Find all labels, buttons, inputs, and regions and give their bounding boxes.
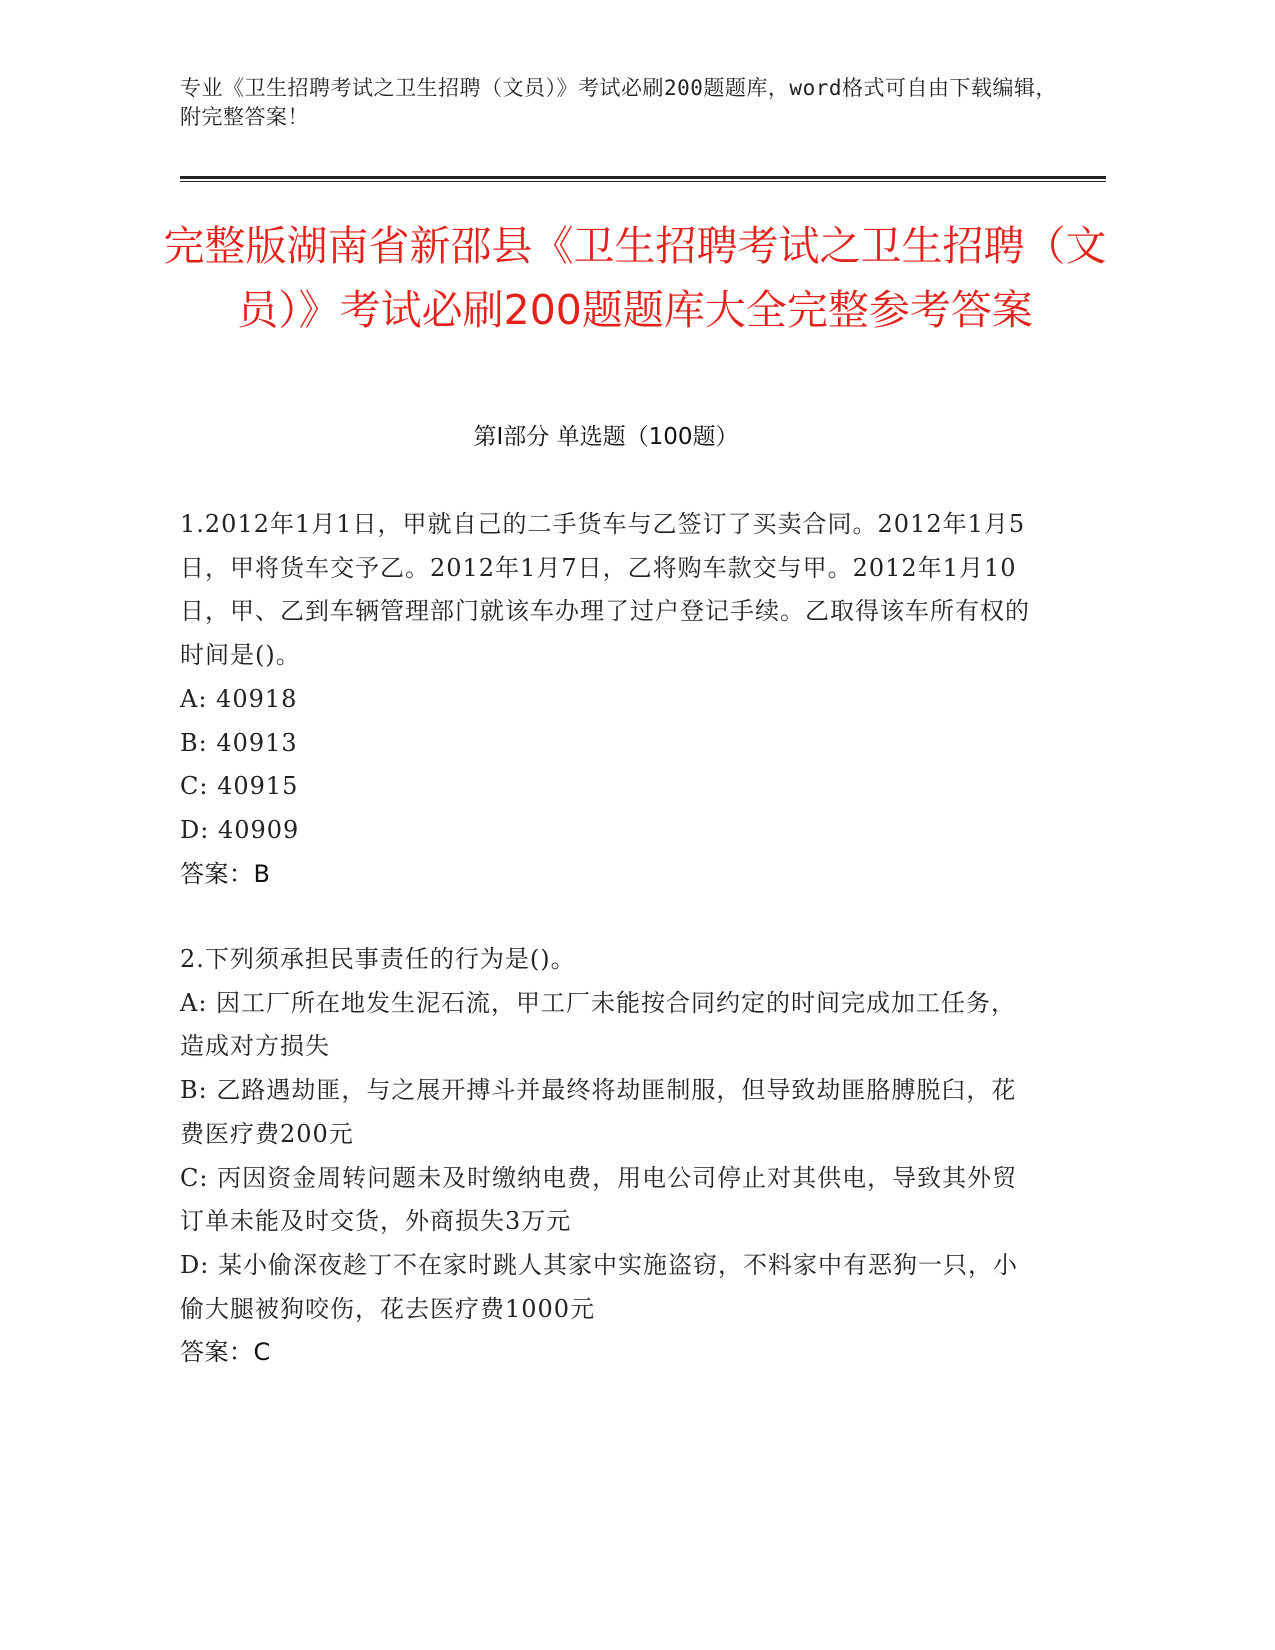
option-a: A: 40918 xyxy=(180,684,298,713)
question-stem: 1.2012年1月1日，甲就自己的二手货车与乙签订了买卖合同。2012年1月5日，甲将货车交予乙。2012年1月7日，乙将购车款交与甲。2012年1月10日，甲、乙到车辆管理部门就该车办理了过户登记手续。乙取得该车所有权的时间是()。 xyxy=(180,510,1030,670)
option-c: C: 40915 xyxy=(180,772,299,801)
document-title: 完整版湖南省新邵县《卫生招聘考试之卫生招聘（文员）》考试必刷200题题库大全完整参考答案 xyxy=(163,222,1107,334)
section-title: 第I部分 单选题（100题） xyxy=(473,424,739,450)
option-b: B: 乙路遇劫匪，与之展开搏斗并最终将劫匪制服，但导致劫匪胳膊脱臼，花费医疗费200元 xyxy=(180,1076,1017,1148)
answer: 答案：B xyxy=(180,859,271,888)
question-2 xyxy=(180,938,1040,1375)
question-stem: 2.下列须承担民事责任的行为是()。 xyxy=(180,945,576,973)
option-d: D: 某小偷深夜趁丁不在家时跳人其家中实施盗窃，不料家中有恶狗一只，小偷大腿被狗咬伤，花去医疗费1000元 xyxy=(180,1250,1018,1323)
question-1 xyxy=(180,503,1040,896)
answer: 答案：C xyxy=(180,1338,271,1367)
option-d: D: 40909 xyxy=(180,815,300,844)
header-divider-thin xyxy=(180,181,1106,182)
option-b: B: 40913 xyxy=(180,728,298,757)
header-divider-thick xyxy=(180,176,1106,179)
header-note: 专业《卫生招聘考试之卫生招聘（文员）》考试必刷200题题库，word格式可自由下载编辑，附完整答案！ xyxy=(180,76,1057,129)
option-a: A: 因工厂所在地发生泥石流，甲工厂未能按合同约定的时间完成加工任务，造成对方损失 xyxy=(180,988,1017,1061)
option-c: C: 丙因资金周转问题未及时缴纳电费，用电公司停止对其供电，导致其外贸订单未能及时交货，外商损失3万元 xyxy=(180,1163,1018,1236)
